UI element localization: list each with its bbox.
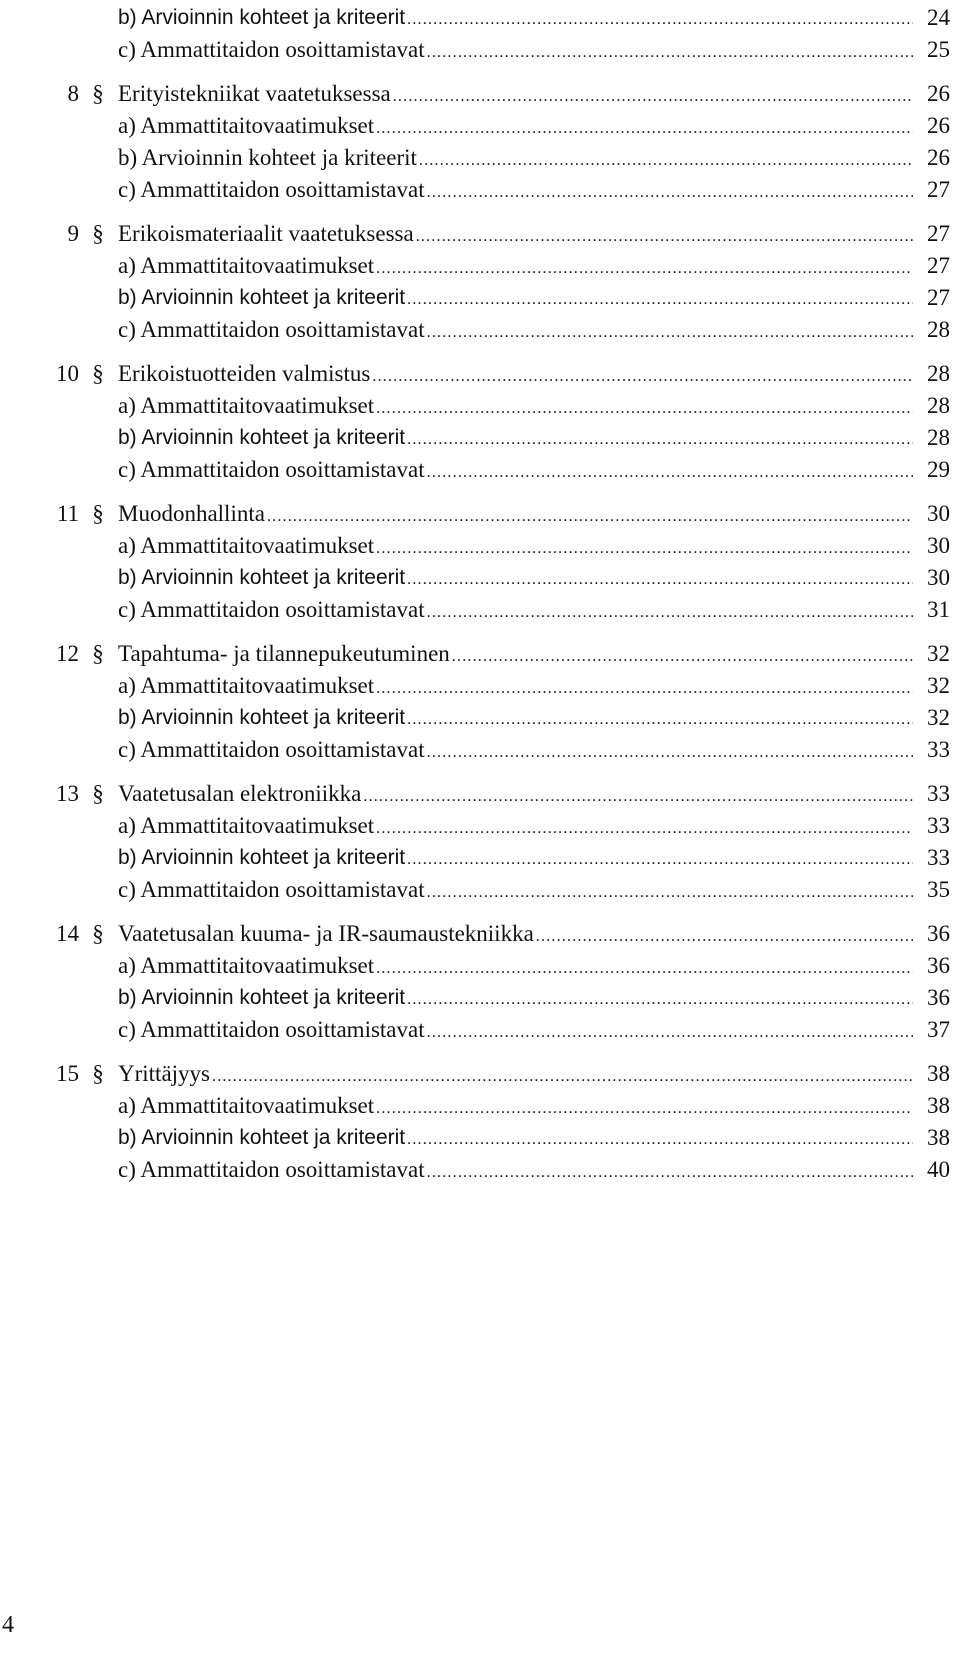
toc-subentry-row bbox=[0, 34, 960, 66]
toc-entry-title: b) Arvioinnin kohteet ja kriteerit bbox=[118, 706, 406, 729]
toc-entry[interactable] bbox=[118, 874, 913, 909]
toc-page-number: 28 bbox=[927, 361, 950, 386]
toc-entry-title: Yrittäjyys bbox=[118, 1061, 210, 1086]
toc-entry-title: b) Arvioinnin kohteet ja kriteerit bbox=[118, 145, 417, 170]
section-number: 11 bbox=[56, 501, 79, 526]
toc-page-number: 27 bbox=[927, 253, 950, 278]
toc-page-number: 33 bbox=[927, 845, 950, 870]
toc-page-number: 37 bbox=[927, 1017, 950, 1042]
toc-entry[interactable] bbox=[118, 1014, 913, 1049]
dot-leader bbox=[427, 37, 913, 69]
toc-entry[interactable] bbox=[118, 314, 913, 349]
toc-page-number: 24 bbox=[927, 5, 950, 30]
dot-leader bbox=[376, 953, 913, 985]
toc-subentry-row bbox=[0, 670, 960, 702]
toc-entry-title: a) Ammattitaitovaatimukset bbox=[118, 393, 375, 418]
toc-page-number: 28 bbox=[927, 393, 950, 418]
toc-page-number: 33 bbox=[927, 737, 950, 762]
toc-page-number: 25 bbox=[927, 37, 950, 62]
toc-subentry-row bbox=[0, 810, 960, 842]
toc-entry-title: a) Ammattitaitovaatimukset bbox=[118, 253, 375, 278]
toc-entry-title: Vaatetusalan kuuma- ja IR-saumaustekniikka bbox=[118, 921, 534, 946]
toc-entry-title: a) Ammattitaitovaatimukset bbox=[118, 673, 375, 698]
section-symbol: § bbox=[92, 641, 104, 666]
toc-entry[interactable] bbox=[118, 454, 913, 489]
toc-subentry-row bbox=[0, 562, 960, 594]
toc-entry-title: Muodonhallinta bbox=[118, 501, 265, 526]
toc-page-number: 38 bbox=[927, 1061, 950, 1086]
toc-page-number: 33 bbox=[927, 813, 950, 838]
toc-entry[interactable] bbox=[118, 842, 913, 876]
dot-leader bbox=[407, 984, 913, 1016]
dot-leader bbox=[427, 877, 913, 909]
toc-page-number: 27 bbox=[927, 221, 950, 246]
toc-entry-title: Vaatetusalan elektroniikka bbox=[118, 781, 362, 806]
dot-leader bbox=[393, 81, 913, 113]
toc-entry-title: a) Ammattitaitovaatimukset bbox=[118, 953, 375, 978]
toc-entry-title: b) Arvioinnin kohteet ja kriteerit bbox=[118, 566, 406, 589]
toc-section-row bbox=[0, 498, 960, 530]
toc-entry[interactable] bbox=[118, 390, 913, 425]
section-symbol: § bbox=[92, 1061, 104, 1086]
toc-entry[interactable] bbox=[118, 810, 913, 845]
toc-entry[interactable] bbox=[118, 2, 913, 36]
toc-entry-title: b) Arvioinnin kohteet ja kriteerit bbox=[118, 1126, 406, 1149]
toc-subentry-row bbox=[0, 1122, 960, 1154]
toc-page-number: 30 bbox=[927, 533, 950, 558]
toc-subentry-row bbox=[0, 142, 960, 174]
toc-page-number: 36 bbox=[927, 921, 950, 946]
toc-subentry-row bbox=[0, 454, 960, 486]
toc-subentry-row bbox=[0, 702, 960, 734]
toc-page-number: 32 bbox=[927, 673, 950, 698]
dot-leader bbox=[427, 457, 913, 489]
toc-section-row bbox=[0, 1058, 960, 1090]
toc-page-number: 33 bbox=[927, 781, 950, 806]
dot-leader bbox=[407, 284, 913, 316]
toc-section-row bbox=[0, 638, 960, 670]
section-number: 10 bbox=[56, 361, 79, 386]
toc-entry-title: Tapahtuma- ja tilannepukeutuminen bbox=[118, 641, 450, 666]
toc-entry-title: c) Ammattitaidon osoittamistavat bbox=[118, 317, 425, 342]
toc-page-number: 30 bbox=[927, 501, 950, 526]
toc-page-number: 36 bbox=[927, 985, 950, 1010]
toc-page-number: 40 bbox=[927, 1157, 950, 1182]
toc-page-number: 31 bbox=[927, 597, 950, 622]
toc-page-number: 38 bbox=[927, 1125, 950, 1150]
toc-entry-title: Erityistekniikat vaatetuksessa bbox=[118, 81, 391, 106]
toc-entry[interactable] bbox=[118, 670, 913, 705]
dot-leader bbox=[416, 221, 913, 253]
toc-entry-title: a) Ammattitaitovaatimukset bbox=[118, 1093, 375, 1118]
dot-leader bbox=[536, 921, 913, 953]
dot-leader bbox=[376, 813, 913, 845]
toc-entry[interactable] bbox=[118, 702, 913, 736]
toc-subentry-row bbox=[0, 842, 960, 874]
toc-entry[interactable] bbox=[118, 562, 913, 596]
dot-leader bbox=[407, 844, 913, 876]
toc-page-number: 28 bbox=[927, 317, 950, 342]
dot-leader bbox=[427, 177, 913, 209]
toc-entry-title: Erikoistuotteiden valmistus bbox=[118, 361, 371, 386]
dot-leader bbox=[376, 393, 913, 425]
dot-leader bbox=[267, 501, 913, 533]
dot-leader bbox=[427, 1157, 913, 1189]
toc-entry[interactable] bbox=[118, 594, 913, 629]
toc-page-number: 29 bbox=[927, 457, 950, 482]
dot-leader bbox=[376, 533, 913, 565]
toc-section-row bbox=[0, 218, 960, 250]
toc-entry[interactable] bbox=[118, 950, 913, 985]
dot-leader bbox=[407, 564, 913, 596]
toc-entry-title: a) Ammattitaitovaatimukset bbox=[118, 533, 375, 558]
toc-entry-title: c) Ammattitaidon osoittamistavat bbox=[118, 177, 425, 202]
toc-entry-title: Erikoismateriaalit vaatetuksessa bbox=[118, 221, 414, 246]
toc-entry-title: c) Ammattitaidon osoittamistavat bbox=[118, 37, 425, 62]
toc-entry[interactable] bbox=[118, 358, 913, 393]
dot-leader bbox=[363, 781, 913, 813]
toc-page-number: 32 bbox=[927, 705, 950, 730]
dot-leader bbox=[376, 113, 913, 145]
section-number: 12 bbox=[56, 641, 79, 666]
dot-leader bbox=[427, 737, 913, 769]
toc-page-number: 27 bbox=[927, 285, 950, 310]
dot-leader bbox=[452, 641, 913, 673]
toc-entry-title: c) Ammattitaidon osoittamistavat bbox=[118, 597, 425, 622]
dot-leader bbox=[419, 145, 913, 177]
toc-entry-title: c) Ammattitaidon osoittamistavat bbox=[118, 1157, 425, 1182]
toc-entry[interactable] bbox=[118, 1122, 913, 1156]
toc-subentry-row bbox=[0, 950, 960, 982]
dot-leader bbox=[407, 424, 913, 456]
dot-leader bbox=[376, 1093, 913, 1125]
toc-subentry-row bbox=[0, 530, 960, 562]
section-symbol: § bbox=[92, 81, 104, 106]
toc-subentry-row bbox=[0, 390, 960, 422]
toc-page-number: 26 bbox=[927, 145, 950, 170]
toc-entry[interactable] bbox=[118, 1090, 913, 1125]
toc-entry[interactable] bbox=[118, 530, 913, 565]
toc-page-number: 26 bbox=[927, 113, 950, 138]
toc-entry[interactable] bbox=[118, 734, 913, 769]
section-symbol: § bbox=[92, 921, 104, 946]
dot-leader bbox=[212, 1061, 913, 1093]
toc-entry[interactable] bbox=[118, 78, 913, 113]
toc-entry-title: b) Arvioinnin kohteet ja kriteerit bbox=[118, 6, 406, 29]
toc-subentry-row bbox=[0, 594, 960, 626]
toc-subentry-row bbox=[0, 1090, 960, 1122]
toc-subentry-row bbox=[0, 2, 960, 34]
dot-leader bbox=[427, 597, 913, 629]
toc-entry[interactable] bbox=[118, 282, 913, 316]
toc-section-row bbox=[0, 358, 960, 390]
toc-entry[interactable] bbox=[118, 498, 913, 533]
toc-entry-title: a) Ammattitaitovaatimukset bbox=[118, 113, 375, 138]
toc-page-number: 38 bbox=[927, 1093, 950, 1118]
toc-page-number: 28 bbox=[927, 425, 950, 450]
toc-page-number: 36 bbox=[927, 953, 950, 978]
toc-subentry-row bbox=[0, 734, 960, 766]
dot-leader bbox=[376, 253, 913, 285]
toc-page-number: 35 bbox=[927, 877, 950, 902]
section-number: 9 bbox=[67, 221, 79, 246]
toc-page-number: 26 bbox=[927, 81, 950, 106]
toc-entry[interactable] bbox=[118, 110, 913, 145]
section-symbol: § bbox=[92, 361, 104, 386]
toc-entry-title: b) Arvioinnin kohteet ja kriteerit bbox=[118, 286, 406, 309]
toc-entry[interactable] bbox=[118, 778, 913, 813]
section-number: 14 bbox=[56, 921, 79, 946]
toc-entry-title: b) Arvioinnin kohteet ja kriteerit bbox=[118, 846, 406, 869]
toc-subentry-row bbox=[0, 1014, 960, 1046]
toc-entry[interactable] bbox=[118, 1154, 913, 1189]
toc-entry[interactable] bbox=[118, 34, 913, 69]
dot-leader bbox=[427, 1017, 913, 1049]
toc-entry-title: c) Ammattitaidon osoittamistavat bbox=[118, 457, 425, 482]
toc-subentry-row bbox=[0, 174, 960, 206]
toc-section-row bbox=[0, 778, 960, 810]
toc-subentry-row bbox=[0, 422, 960, 454]
dot-leader bbox=[376, 673, 913, 705]
toc-entry[interactable] bbox=[118, 918, 913, 953]
toc-subentry-row bbox=[0, 282, 960, 314]
toc-page-number: 27 bbox=[927, 177, 950, 202]
section-number: 13 bbox=[56, 781, 79, 806]
page-number: 4 bbox=[2, 1612, 14, 1638]
toc-entry-title: c) Ammattitaidon osoittamistavat bbox=[118, 1017, 425, 1042]
toc-subentry-row bbox=[0, 1154, 960, 1186]
toc-entry[interactable] bbox=[118, 638, 913, 673]
toc-entry[interactable] bbox=[118, 142, 913, 177]
toc-entry[interactable] bbox=[118, 1058, 913, 1093]
toc-section-row bbox=[0, 918, 960, 950]
toc-subentry-row bbox=[0, 250, 960, 282]
toc-entry-title: c) Ammattitaidon osoittamistavat bbox=[118, 877, 425, 902]
dot-leader bbox=[372, 361, 913, 393]
toc-entry-title: b) Arvioinnin kohteet ja kriteerit bbox=[118, 426, 406, 449]
section-symbol: § bbox=[92, 781, 104, 806]
dot-leader bbox=[427, 317, 913, 349]
toc-entry-title: c) Ammattitaidon osoittamistavat bbox=[118, 737, 425, 762]
toc-page-number: 30 bbox=[927, 565, 950, 590]
toc-page-number: 32 bbox=[927, 641, 950, 666]
toc-subentry-row bbox=[0, 110, 960, 142]
toc-entry[interactable] bbox=[118, 250, 913, 285]
dot-leader bbox=[407, 1124, 913, 1156]
dot-leader bbox=[407, 704, 913, 736]
section-symbol: § bbox=[92, 221, 104, 246]
section-symbol: § bbox=[92, 501, 104, 526]
toc-subentry-row bbox=[0, 314, 960, 346]
toc-section-row bbox=[0, 78, 960, 110]
toc-entry[interactable] bbox=[118, 218, 913, 253]
section-number: 15 bbox=[56, 1061, 79, 1086]
toc-subentry-row bbox=[0, 874, 960, 906]
toc-entry[interactable] bbox=[118, 982, 913, 1016]
toc-subentry-row bbox=[0, 982, 960, 1014]
toc-entry[interactable] bbox=[118, 174, 913, 209]
section-number: 8 bbox=[67, 81, 79, 106]
dot-leader bbox=[407, 4, 913, 36]
toc-entry-title: b) Arvioinnin kohteet ja kriteerit bbox=[118, 986, 406, 1009]
toc-entry-title: a) Ammattitaitovaatimukset bbox=[118, 813, 375, 838]
toc-entry[interactable] bbox=[118, 422, 913, 456]
